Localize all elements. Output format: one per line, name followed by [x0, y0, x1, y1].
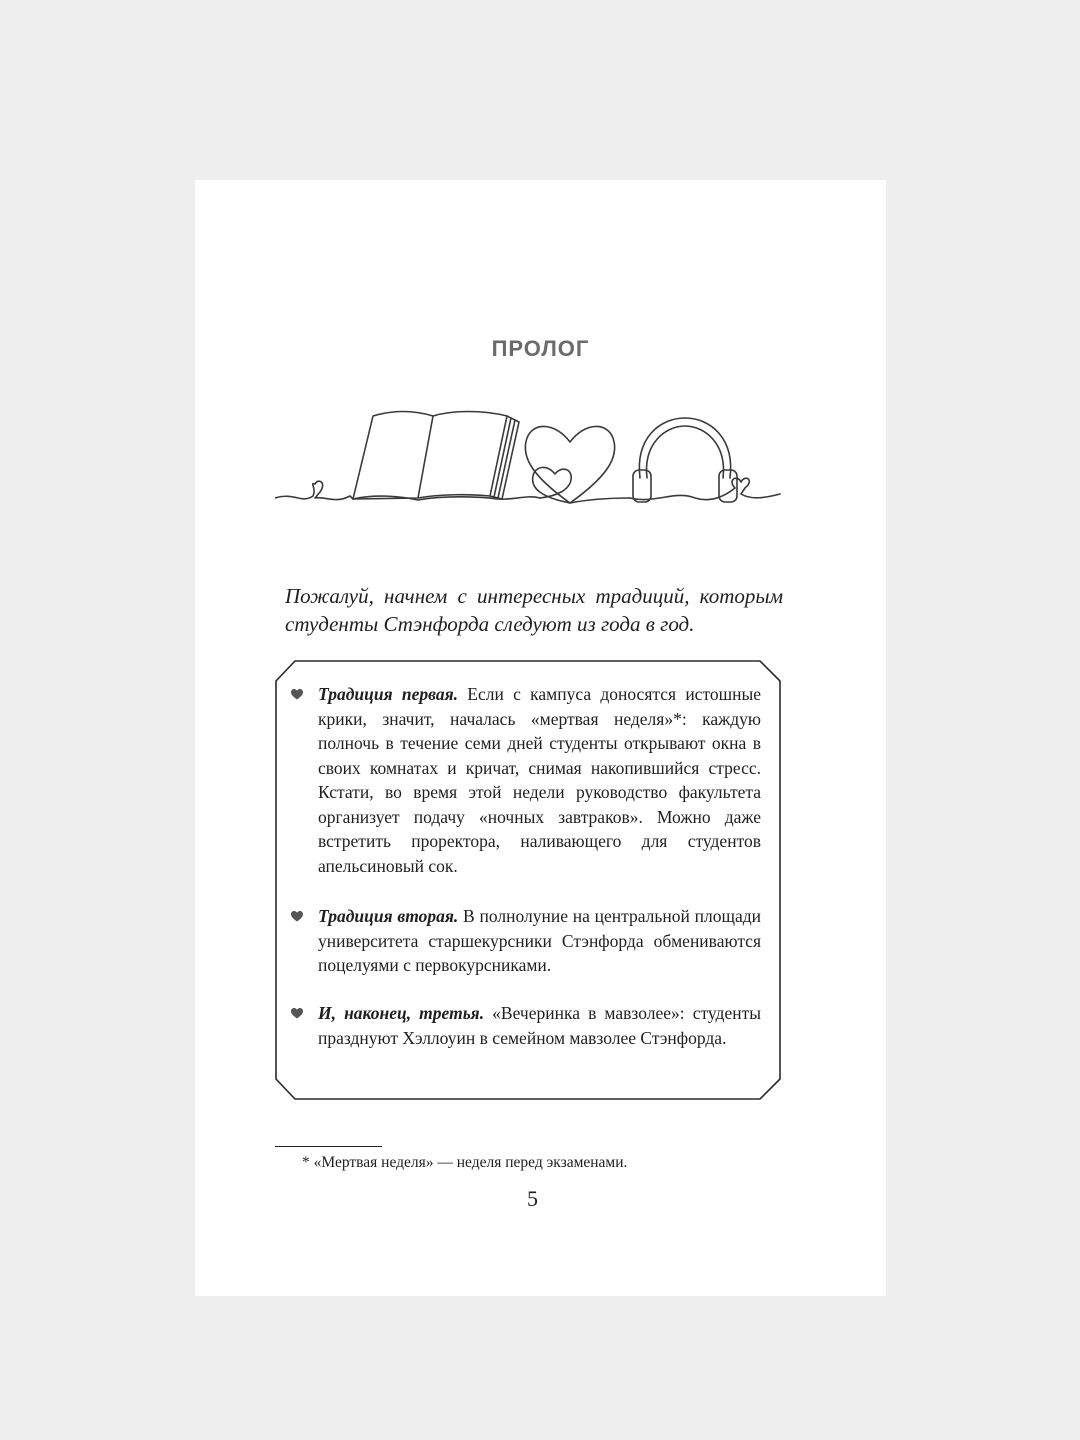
- tradition-item-2: [291, 904, 761, 978]
- chapter-title: ПРОЛОГ: [491, 336, 590, 361]
- tradition-lead: Традиция первая.: [318, 684, 459, 704]
- intro-paragraph: Пожалуй, начнем с интересных традиций, которым студенты Стэнфорда следуют из года в год.: [285, 584, 783, 636]
- tradition-text: Если с кампуса доносятся истошные крики, значит, началась «мертвая неделя»*: каждую полночь в течение семи дней студенты открывают окна в своих комнатах и кричат, снимая накопившийся стресс. Кстати, во время этой недели руководство факультета организует подачу «ночных завтраков». Можно даже встретить проректора, наливающего для студентов апельсиновый сок.: [318, 684, 761, 876]
- page-number: 5: [527, 1186, 538, 1211]
- tradition-lead: И, наконец, третья.: [318, 1003, 485, 1023]
- heart-icon: [291, 1008, 303, 1019]
- tradition-lead: Традиция вторая.: [318, 906, 459, 926]
- book-page: [195, 180, 886, 1296]
- heart-icon: [525, 426, 630, 503]
- traditions-box: [275, 660, 781, 1100]
- heart-icon: [291, 911, 303, 922]
- tradition-text: В полнолуние на центральной площади университета старшекурсники Стэнфорда обмениваются поцелуями с первокурсниками.: [318, 906, 761, 975]
- heart-icon: [291, 689, 303, 700]
- footnote-divider: [275, 1146, 382, 1147]
- headphones-icon: [633, 418, 737, 502]
- line-art-illustration: [275, 408, 785, 518]
- wavy-line-icon: [275, 478, 780, 499]
- open-book-icon: [353, 412, 519, 501]
- tradition-item-3: [291, 1001, 761, 1050]
- footnote: * «Мертвая неделя» — неделя перед экзаменами.: [302, 1154, 628, 1171]
- tradition-item-1: [291, 682, 761, 878]
- tradition-text: «Вечеринка в мавзолее»: студенты празднуют Хэллоуин в семейном мавзолее Стэнфорда.: [318, 1003, 761, 1048]
